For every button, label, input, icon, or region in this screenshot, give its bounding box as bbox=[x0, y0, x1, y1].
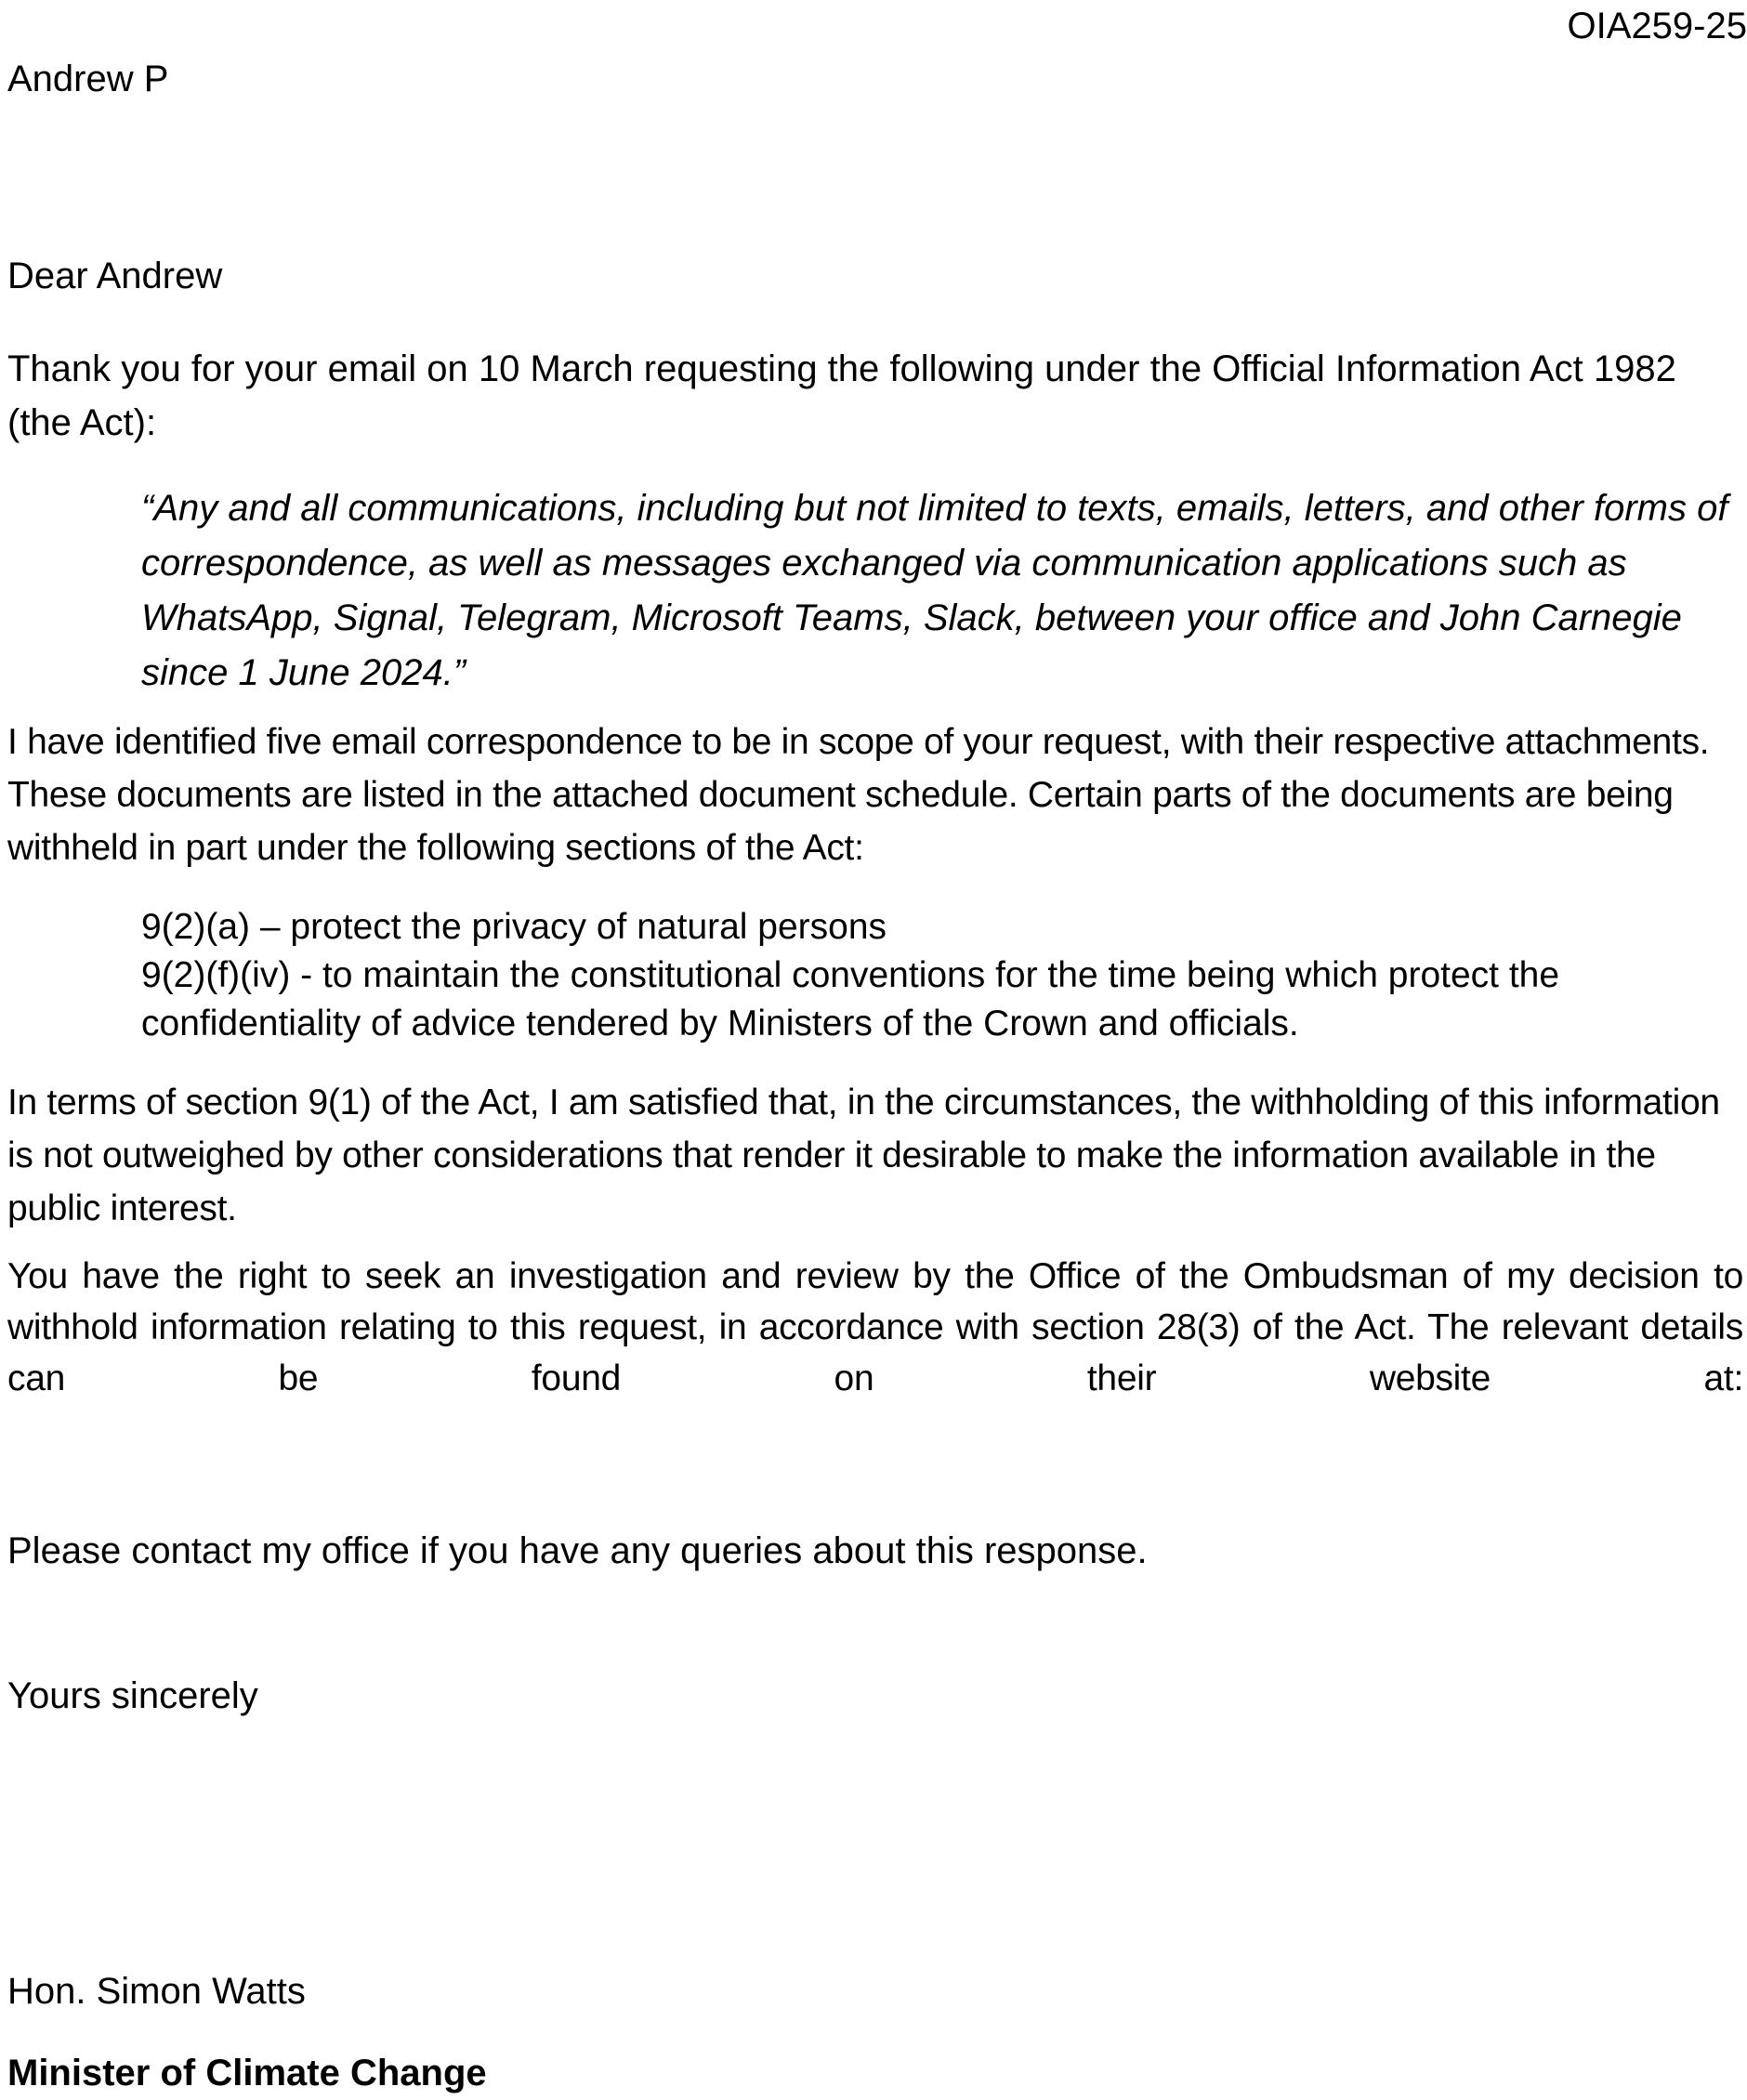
contact-paragraph: Please contact my office if you have any queries about this response. bbox=[7, 1530, 1148, 1571]
section-item: 9(2)(a) – protect the privacy of natural persons bbox=[141, 907, 887, 947]
signatory-title: Minister of Climate Change bbox=[7, 2053, 487, 2093]
recipient-name: Andrew P bbox=[7, 59, 169, 99]
review-rights-paragraph: You have the right to seek an investigation and review by the Office of the Ombudsman of my decision to withhold information relating to this request, in accordance with section 28(3) of the Act. The relevant details can be found on their website at: bbox=[7, 1256, 1743, 1398]
request-quote: “Any and all communications, including but not limited to texts, emails, letters, and other forms of correspondence, as well as messages exchanged via communication applications such as WhatsApp, Signal, Telegram, Microsoft Teams, Slack, between your office and John Carnegie since 1 June 2024.” bbox=[141, 488, 1728, 693]
closing: Yours sincerely bbox=[7, 1675, 258, 1716]
public-interest-paragraph: In terms of section 9(1) of the Act, I am satisfied that, in the circumstances, the withholding of this information is not outweighed by other considerations that render it desirable to make the information available in the public interest. bbox=[7, 1083, 1720, 1228]
section-item: 9(2)(f)(iv) - to maintain the constitutional conventions for the time being which protect the confidentiality of advice tendered by Ministers of the Crown and officials. bbox=[141, 955, 1560, 1043]
withholding-sections bbox=[141, 903, 1740, 1048]
salutation: Dear Andrew bbox=[7, 256, 223, 296]
signatory-name: Hon. Simon Watts bbox=[7, 1971, 306, 2012]
intro-paragraph: Thank you for your email on 10 March requesting the following under the Official Information Act 1982 (the Act): bbox=[7, 348, 1676, 443]
reference-number: OIA259-25 bbox=[1567, 6, 1747, 46]
scope-paragraph: I have identified five email correspondence to be in scope of your request, with their respective attachments. These documents are listed in the attached document schedule. Certain parts of the documents are being withheld in part under the following sections of the Act: bbox=[7, 722, 1710, 868]
